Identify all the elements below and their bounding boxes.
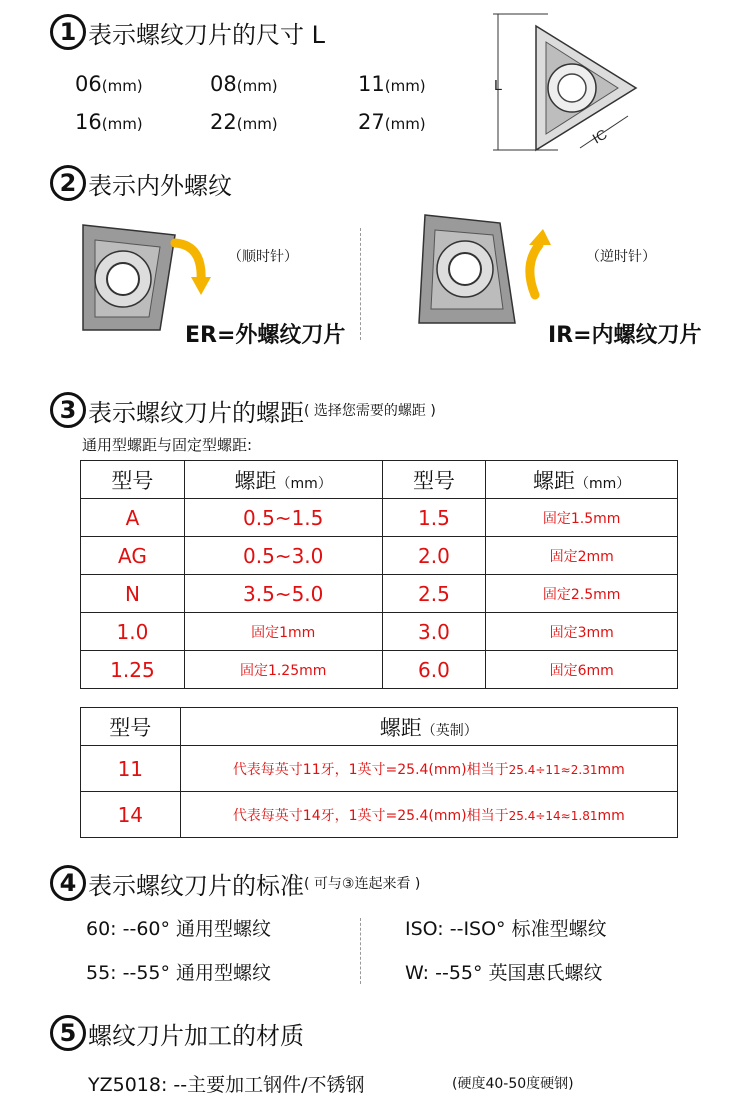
hardness-text: (硬度40-50度硬钢)	[452, 1076, 574, 1092]
pitch-cell: 固定1.5mm	[486, 499, 678, 537]
section4-heading	[50, 865, 420, 901]
label-ic: IC	[589, 125, 610, 147]
header-model: 型号	[81, 461, 185, 499]
pitch-cell: 固定2mm	[486, 537, 678, 575]
imperial-pitch-table	[80, 707, 678, 838]
section1-heading	[50, 14, 325, 50]
pitch-cell: 固定1.25mm	[184, 651, 382, 689]
pitch-cell: 0.5~1.5	[184, 499, 382, 537]
model-cell: 2.0	[382, 537, 486, 575]
ir-insert-image	[405, 205, 565, 335]
ir-caption: IR=内螺纹刀片	[548, 323, 702, 348]
section5-heading	[50, 1015, 304, 1051]
pitch-cell: 0.5~3.0	[184, 537, 382, 575]
model-cell: 2.5	[382, 575, 486, 613]
section4-divider	[360, 918, 361, 984]
pitch-note: 通用型螺距与固定型螺距:	[82, 436, 253, 454]
section4-title: 表示螺纹刀片的标准	[88, 871, 304, 900]
model-cell: AG	[81, 537, 185, 575]
section5-title: 螺纹刀片加工的材质	[88, 1021, 304, 1050]
standard-60: 60: --60° 通用型螺纹	[86, 918, 272, 940]
table-row	[81, 575, 678, 613]
size-06: 06(mm)	[75, 72, 143, 96]
counterclockwise-arrow-icon	[530, 245, 539, 295]
section1-title: 表示螺纹刀片的尺寸 L	[88, 20, 325, 49]
label-l: L	[494, 77, 503, 94]
section3-title: 表示螺纹刀片的螺距	[88, 398, 304, 427]
header-model: 型号	[382, 461, 486, 499]
model-cell: 1.25	[81, 651, 185, 689]
model-cell: 1.5	[382, 499, 486, 537]
clockwise-arrow-icon	[175, 243, 201, 281]
table-row	[81, 746, 678, 792]
header-model: 型号	[81, 708, 181, 746]
pitch-description: 代表每英寸11牙，1英寸=25.4(mm)相当于25.4÷11≈2.31mm	[180, 746, 677, 792]
clockwise-label: （顺时针）	[228, 249, 298, 265]
standard-iso: ISO: --ISO° 标准型螺纹	[405, 918, 607, 940]
header-pitch: 螺距（英制）	[180, 708, 677, 746]
table-row	[81, 537, 678, 575]
section-number-1: 1	[50, 14, 86, 50]
size-11: 11(mm)	[358, 72, 426, 96]
table-row	[81, 499, 678, 537]
section4-subtitle: ( 可与③连起来看 )	[304, 876, 421, 892]
pitch-cell: 固定2.5mm	[486, 575, 678, 613]
model-cell: N	[81, 575, 185, 613]
size-08: 08(mm)	[210, 72, 278, 96]
section-number-4: 4	[50, 865, 86, 901]
pitch-cell: 固定6mm	[486, 651, 678, 689]
model-cell: 11	[81, 746, 181, 792]
table-row	[81, 651, 678, 689]
size-27: 27(mm)	[358, 110, 426, 134]
section-number-5: 5	[50, 1015, 86, 1051]
section2-divider	[360, 228, 361, 340]
header-pitch: 螺距（mm）	[184, 461, 382, 499]
pitch-description: 代表每英寸14牙，1英寸=25.4(mm)相当于25.4÷14≈1.81mm	[180, 792, 677, 838]
pitch-cell: 固定3mm	[486, 613, 678, 651]
model-cell: A	[81, 499, 185, 537]
er-caption: ER=外螺纹刀片	[185, 323, 346, 348]
section2-heading	[50, 165, 232, 201]
section2-title: 表示内外螺纹	[88, 171, 232, 200]
pitch-cell: 3.5~5.0	[184, 575, 382, 613]
section-number-2: 2	[50, 165, 86, 201]
pitch-table	[80, 460, 678, 689]
standard-w: W: --55° 英国惠氏螺纹	[405, 962, 603, 984]
section-number-3: 3	[50, 392, 86, 428]
model-cell: 6.0	[382, 651, 486, 689]
section3-heading	[50, 392, 436, 428]
pitch-cell: 固定1mm	[184, 613, 382, 651]
table-row	[81, 792, 678, 838]
pitch-table-header	[81, 461, 678, 499]
section3-subtitle: ( 选择您需要的螺距 )	[304, 403, 436, 419]
model-cell: 1.0	[81, 613, 185, 651]
insert-dimension-diagram	[488, 8, 648, 158]
imperial-table-header	[81, 708, 678, 746]
model-cell: 3.0	[382, 613, 486, 651]
standard-55: 55: --55° 通用型螺纹	[86, 962, 272, 984]
material-text: YZ5018: --主要加工钢件/不锈钢	[88, 1074, 365, 1096]
table-row	[81, 613, 678, 651]
size-16: 16(mm)	[75, 110, 143, 134]
header-pitch: 螺距（mm）	[486, 461, 678, 499]
counterclockwise-label: （逆时针）	[586, 249, 656, 265]
size-22: 22(mm)	[210, 110, 278, 134]
model-cell: 14	[81, 792, 181, 838]
